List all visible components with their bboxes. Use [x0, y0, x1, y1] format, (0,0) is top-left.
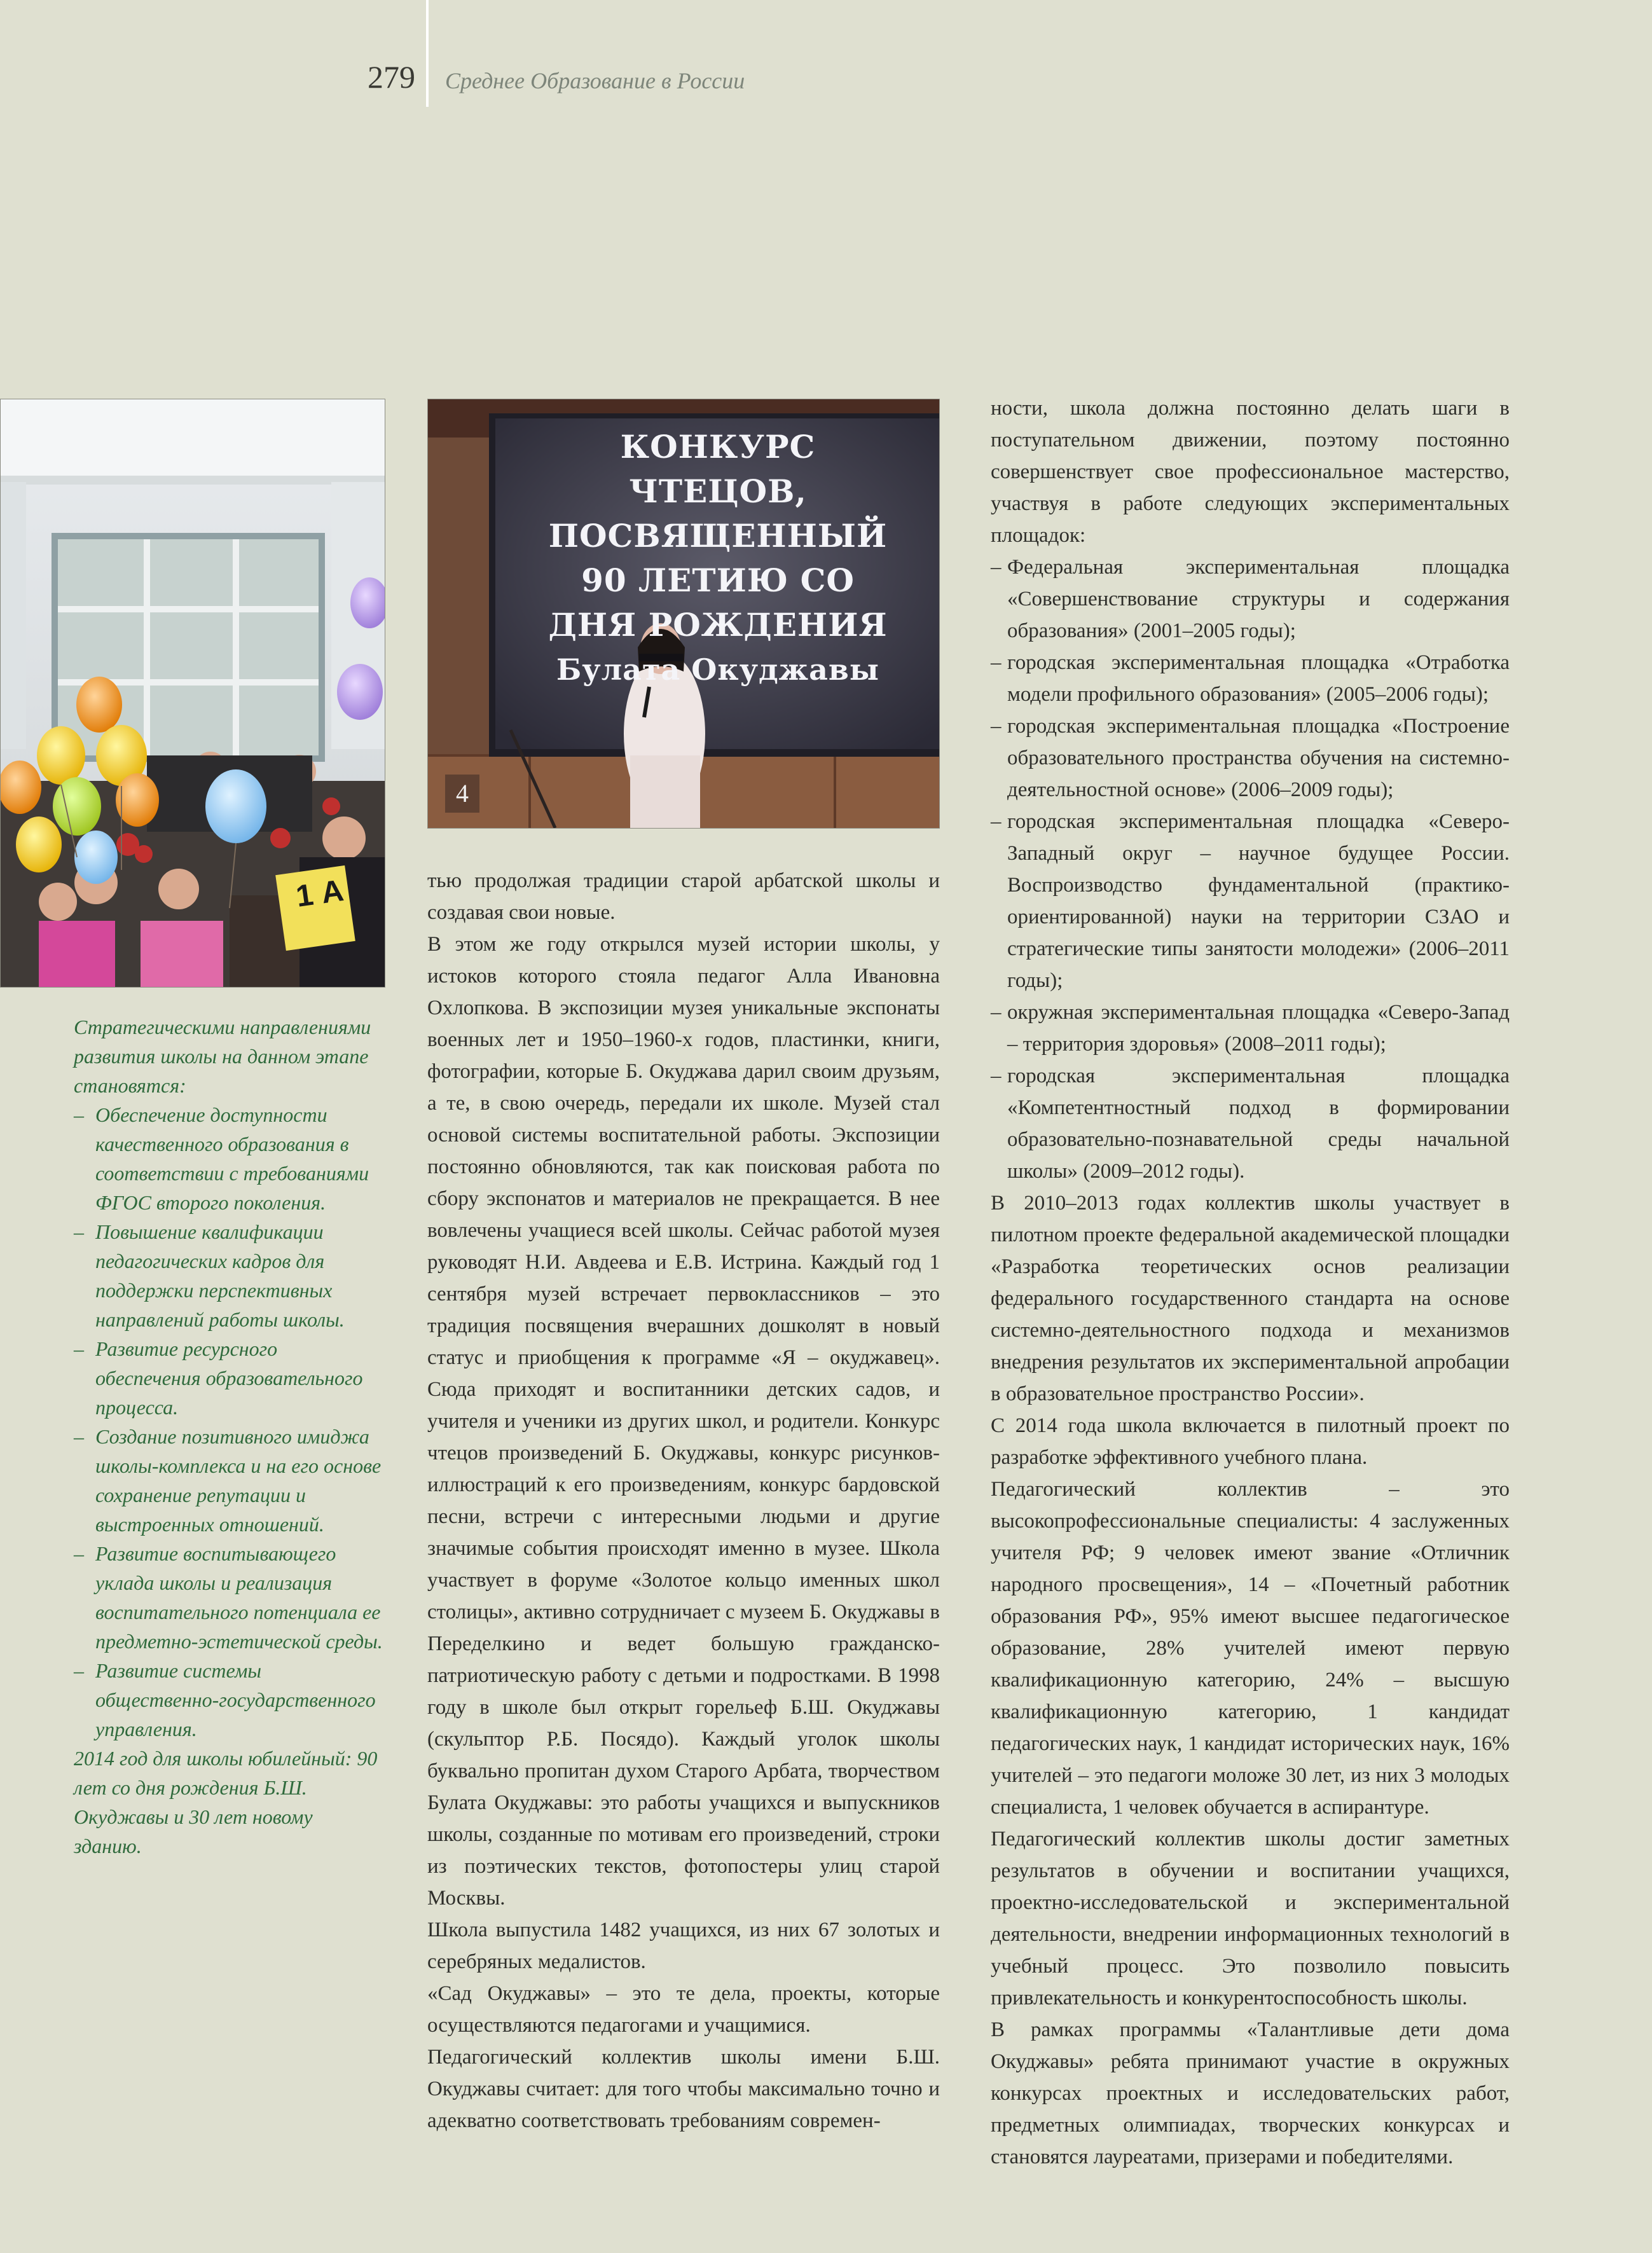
list-item: – Федеральная экспериментальная площадка «Совершенствование структуры и содержания образования» (2001–2005 годы);: [991, 551, 1510, 647]
screen-line: Булата Окуджавы: [556, 652, 880, 687]
running-title: Среднее Образование в России: [445, 68, 745, 93]
sidebar-closing: 2014 год для школы юбилейный: 90 лет со дня рождения Б.Ш. Окуджавы и 30 лет новому зданию.: [74, 1747, 378, 1857]
photo-reading-competition: [427, 399, 940, 829]
paragraph: В 2010–2013 годах коллектив школы участвует в пилотном проекте федеральной академической площадки «Разработка теоретических основ реализации федерального государственного стандарта на основе системно-деятельностного подхода и механизмов внедрения результатов их экспериментальной апробации в образовательное пространство России».: [991, 1192, 1510, 1405]
list-item: – городская экспериментальная площадка «Построение образовательного пространства обучения на системно-деятельностной основе» (2006–2009 годы);: [991, 710, 1510, 806]
sidebar-strategy: [74, 1012, 385, 1861]
paragraph: Педагогический коллектив – это высокопрофессиональные специалисты: 4 заслуженных учителя РФ; 9 человек имеют звание «Отличник народного просвещения», 14 – «Почетный работник образования РФ», 95% имеют высшее педагогическое образование, 28% учителей имеют первую квалификационную категорию, 24% – высшую квалификационную категорию, 1 кандидат педагогических наук, 1 кандидат исторических наук, 16% учителей – это педагоги моложе 30 лет, из них 3 молодых специалиста, 1 человек обучается в аспирантуре.: [991, 1478, 1510, 1819]
paragraph: «Сад Окуджавы» – это те дела, проекты, которые осуществляются педагогами и учащимися.: [427, 1982, 940, 2037]
sidebar-intro: Стратегическими направлениями развития школы на данном этапе становятся:: [74, 1016, 371, 1097]
sidebar-item: – Обеспечение доступности качественного образования в соответствии с требованиями ФГОС второго поколения.: [74, 1100, 385, 1217]
sidebar-item: – Создание позитивного имиджа школы-комплекса и на его основе сохранение репутации и выстроенных отношений.: [74, 1422, 385, 1539]
screen-line: ПОСВЯЩЕННЫЙ: [548, 517, 888, 555]
paragraph: тью продолжая традиции старой арбатской школы и создавая свои новые.: [427, 869, 940, 924]
sidebar-list: [74, 1100, 385, 1744]
paragraph: С 2014 года школа включается в пилотный проект по разработке эффективного учебного плана.: [991, 1414, 1510, 1469]
experimental-sites-list: [991, 551, 1510, 1187]
photo-number: 4: [445, 775, 479, 813]
paragraph: В рамках программы «Талантливые дети дома Окуджавы» ребята принимают участие в окружных конкурсах проектных и исследовательских работ, предметных олимпиадах, творческих конкурсах и становятся лауреатами, призерами и победителями.: [991, 2018, 1510, 2168]
screen-line: 90 ЛЕТИЮ СО: [581, 562, 855, 599]
list-item: – городская экспериментальная площадка «Северо-Западный округ – научное будущее России. Воспроизводство фундаментальной (практико-ориентированной) науки на территории СЗАО и стратегические типы занятости молодежи» (2006–2011 годы);: [991, 806, 1510, 996]
class-sign: 1 А: [294, 874, 346, 914]
photo-first-september: [0, 399, 385, 988]
paragraph: Педагогический коллектив школы имени Б.Ш. Окуджавы считает: для того чтобы максимально точно и адекватно соответствовать требованиям современ-: [427, 2046, 940, 2132]
list-item: – городская экспериментальная площадка «Компетентностный подход в формировании образовательно-познавательной среды начальной школы» (2009–2012 годы).: [991, 1060, 1510, 1187]
header-divider: [426, 0, 429, 107]
sidebar-item: – Развитие системы общественно-государственного управления.: [74, 1656, 385, 1744]
screen-line: ЧТЕЦОВ,: [629, 472, 807, 510]
screen-line: ДНЯ РОЖДЕНИЯ: [548, 606, 888, 644]
list-item: – городская экспериментальная площадка «Отработка модели профильного образования» (2005–2006 годы);: [991, 647, 1510, 710]
paragraph: Школа выпустила 1482 учащихся, из них 67 золотых и серебряных медалистов.: [427, 1919, 940, 1973]
projection-screen-text: [495, 425, 940, 692]
screen-line: КОНКУРС: [620, 428, 816, 465]
sidebar-item: – Развитие ресурсного обеспечения образовательного процесса.: [74, 1334, 385, 1422]
sidebar-item: – Повышение квалификации педагогических кадров для поддержки перспективных направлений работы школы.: [74, 1217, 385, 1334]
paragraph: ности, школа должна постоянно делать шаги в поступательном движении, поэтому постоянно совершенствует свое профессиональное мастерство, участвуя в работе следующих экспериментальных площадок:: [991, 397, 1510, 547]
sidebar-item: – Развитие воспитывающего уклада школы и реализация воспитательного потенциала ее предметно-эстетической среды.: [74, 1539, 385, 1656]
page-number: 279: [368, 59, 415, 95]
article-column-right: [991, 392, 1510, 2173]
list-item: – окружная экспериментальная площадка «Северо-Запад – территория здоровья» (2008–2011 годы);: [991, 996, 1510, 1060]
article-column-center: [427, 865, 940, 2137]
paragraph: Педагогический коллектив школы достиг заметных результатов в обучении и воспитании учащихся, проектно-исследовательской и экспериментальной деятельности, внедрении информационных технологий в учебный процесс. Это позволило повысить привлекательность и конкурентоспособность школы.: [991, 1828, 1510, 2009]
paragraph: В этом же году открылся музей истории школы, у истоков которого стояла педагог Алла Ивановна Охлопкова. В экспозиции музея уникальные экспонаты военных лет и 1950–1960-х годов, пластинки, книги, фотографии, которые Б. Окуджава дарил своим друзьям, а те, в свою очередь, передали их школе. Музей стал основой системы воспитательной работы. Экспозиции постоянно обновляются, так как поисковая работа по сбору экспонатов и материалов не прекращается. В нее вовлечены учащиеся всей школы. Сейчас работой музея руководят Н.И. Авдеева и Е.В. Истрина. Каждый год 1 сентября музей встречает первоклассников – это традиция посвящения вчерашних дошколят в новый статус и приобщения к программе «Я – окуджавец». Сюда приходят и воспитанники детских садов, и учителя и ученики из других школ, и родители. Конкурс чтецов произведений Б. Окуджавы, конкурс рисунков-иллюстраций к его произведениям, конкурс бардовской песни, встречи с интересными людьми и другие значимые события происходят именно в музее. Школа участвует в форуме «Золотое кольцо именных школ столицы», активно сотрудничает с музеем Б. Окуджавы в Переделкино и ведет большую гражданско-патриотическую работу с детьми и подростками. В 1998 году в школе был открыт горельеф Б.Ш. Окуджавы (скульптор Р.Б. Посядо). Каждый уголок школы буквально пропитан духом Старого Арбата, творчеством Булата Окуджавы: это работы учащихся и выпускников школы, созданные по мотивам его произведений, строки из поэтических текстов, фотопостеры улиц старой Москвы.: [427, 933, 940, 1910]
